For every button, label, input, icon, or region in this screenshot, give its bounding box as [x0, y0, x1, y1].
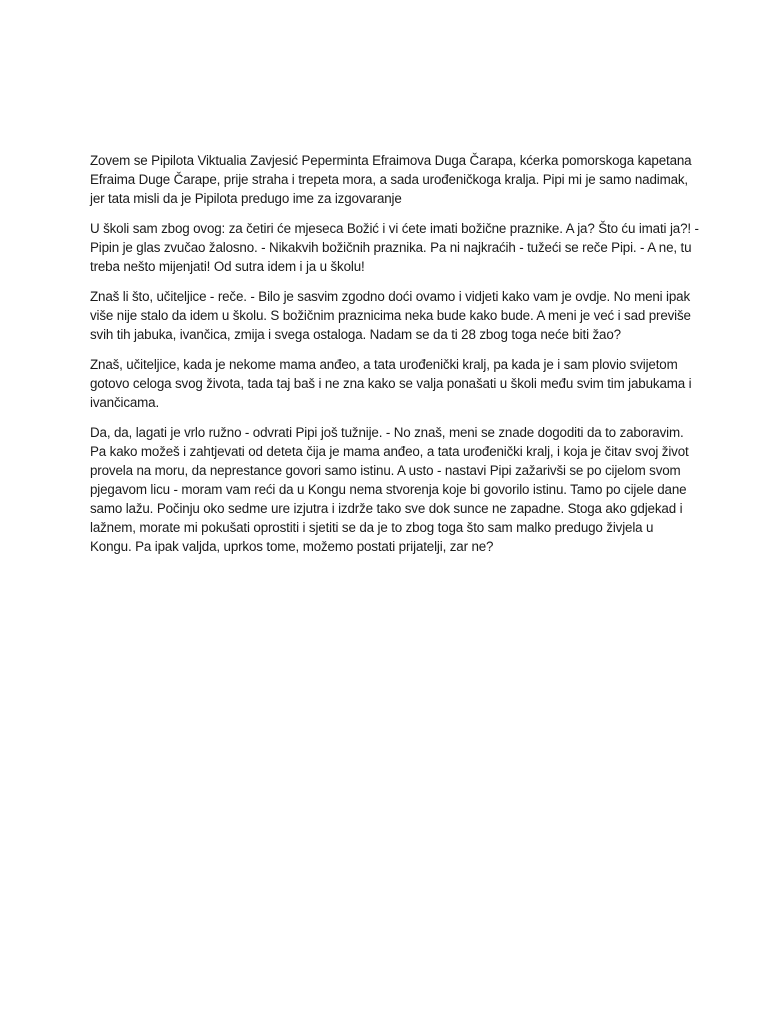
text-line: treba nešto mijenjati! Od sutra idem i ja u školu! — [90, 259, 365, 274]
text-line: Pa kako možeš i zahtjevati od deteta čija je mama anđeo, a tata urođenički kralj, i koja je čitav svoj život — [90, 444, 689, 459]
text-line: U školi sam zbog ovog: za četiri će mjeseca Božić i vi ćete imati božične praznike. A ja? Što ću imati ja?! - — [90, 221, 699, 236]
paragraph-intro — [90, 151, 690, 208]
text-line: gotovo celoga svog života, tada taj baš i ne zna kako se valja ponašati u školi među svim tim jabukama i — [90, 376, 692, 391]
text-line: jer tata misli da je Pipilota predugo ime za izgovaranje — [90, 191, 402, 206]
text-line: samo lažu. Počinju oko sedme ure izjutra i izdrže tako sve dok sunce ne zapadne. Stoga ako gdjekad i — [90, 501, 683, 516]
text-line: ivančicama. — [90, 395, 160, 410]
text-line: pjegavom licu - moram vam reći da u Kongu nema stvorenja koje bi govorilo istinu. Tamo po cijele dane — [90, 482, 687, 497]
text-line: više nije stalo da idem u školu. S božičnim praznicima neka bude kako bude. A meni je već i sad previše — [90, 308, 691, 323]
text-line: svih tih jabuka, ivančica, zmija i svega ostaloga. Nadam se da ti 28 zbog toga neće biti žao? — [90, 327, 621, 342]
text-line: Da, da, lagati je vrlo ružno - odvrati Pipi još tužnije. - No znaš, meni se znade dogoditi da to zaboravim. — [90, 425, 684, 440]
paragraph-lying — [90, 423, 690, 556]
document-body — [90, 151, 699, 567]
text-line: Zovem se Pipilota Viktualia Zavjesić Peperminta Efraimova Duga Čarapa, kćerka pomorskoga kapetana — [90, 153, 692, 168]
text-line: lažnem, morate mi pokušati oprostiti i sjetiti se da je to zbog toga što sam malko predugo živjela u — [90, 520, 654, 535]
text-line: Efraima Duge Čarape, prije straha i trepeta mora, a sada urođeničkoga kralja. Pipi mi je samo nadimak, — [90, 172, 688, 187]
text-line: Kongu. Pa ipak valjda, uprkos tome, možemo postati prijatelji, zar ne? — [90, 539, 494, 554]
paragraph-behavior — [90, 355, 690, 412]
text-line: Pipin je glas zvučao žalosno. - Nikakvih božičnih praznika. Pa ni najkraćih - tužeći se reče Pipi. - A ne, tu — [90, 240, 692, 255]
text-line: provela na moru, da neprestance govori samo istinu. A usto - nastavi Pipi zažarivši se po cijelom svom — [90, 463, 681, 478]
paragraph-school — [90, 219, 699, 276]
text-line: Znaš li što, učiteljice - reče. - Bilo je sasvim zgodno doći ovamo i vidjeti kako vam je ovdje. No meni ipak — [90, 289, 691, 304]
paragraph-teacher — [90, 287, 690, 344]
text-line: Znaš, učiteljice, kada je nekome mama anđeo, a tata urođenički kralj, pa kada je i sam plovio svijetom — [90, 357, 678, 372]
